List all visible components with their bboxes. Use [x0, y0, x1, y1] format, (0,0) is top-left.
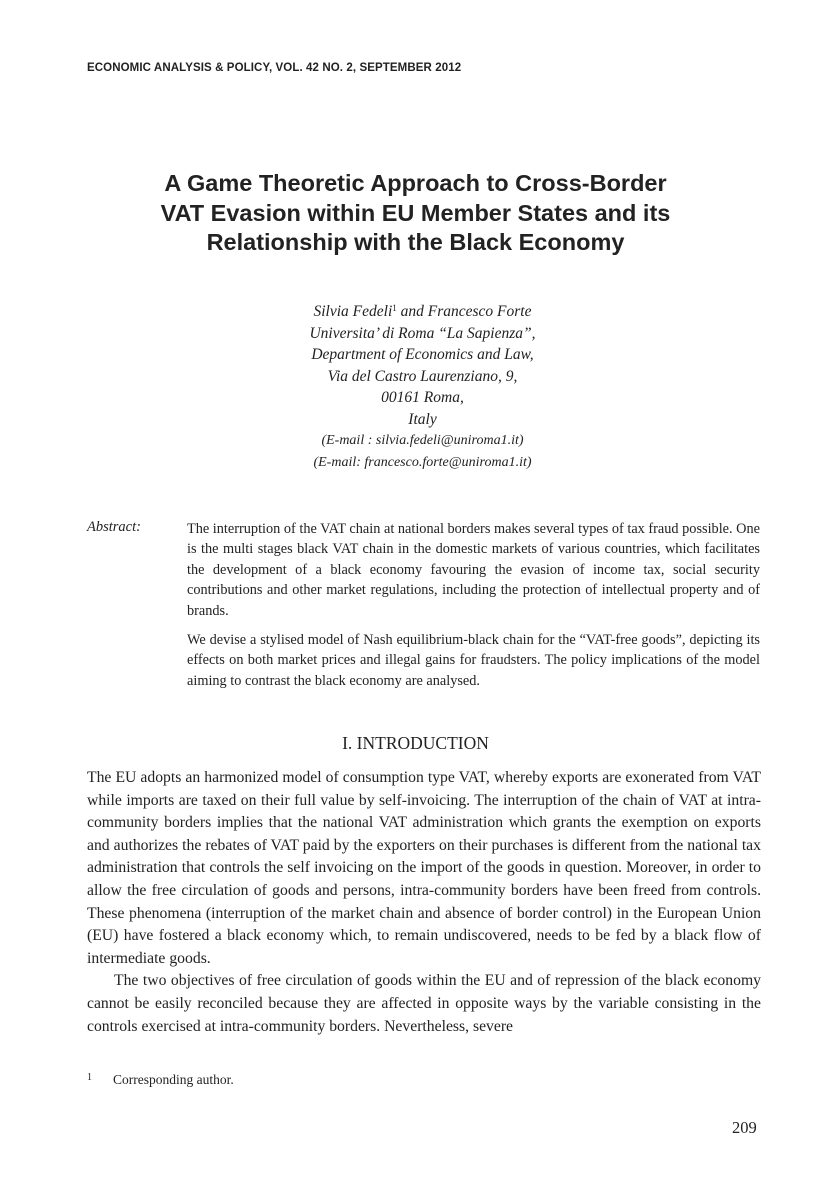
footnote-mark: 1: [87, 1072, 92, 1083]
body-paragraph: The EU adopts an harmonized model of consumption type VAT, whereby exports are exonerated from VAT while imports are taxed on their full value by self-invoicing. The interruption of the chain of VAT at intra-community borders implies that the national VAT administration which grants the exemption on exports and authorizes the rebates of VAT paid by the exporters on their purchases is different from the national tax administration that controls the self invoicing on the import of the goods in question. Moreover, in order to allow the free circulation of goods and persons, intra-community borders have been freed from controls. These phenomena (interruption of the market chain and absence of border control) in the European Union (EU) have fostered a black economy which, to remain undiscovered, needs to be fed by a black flow of intermediate goods.: [87, 769, 761, 967]
title-line: VAT Evasion within EU Member States and its: [160, 199, 671, 226]
footnote-text: Corresponding author.: [113, 1072, 234, 1087]
body-text: [87, 767, 761, 1038]
email-line: (E-mail : silvia.fedeli@uniroma1.it): [321, 433, 524, 448]
abstract-paragraph: We devise a stylised model of Nash equilibrium-black chain for the “VAT-free goods”, depicting its effects on both market prices and illegal gains for fraudsters. The policy implications of the model aiming to contrast the black economy are analysed.: [187, 632, 760, 689]
title-line: A Game Theoretic Approach to Cross-Border: [164, 170, 667, 196]
affiliation-line: Via del Castro Laurenziano, 9,: [327, 367, 518, 385]
page-number: 209: [732, 1118, 757, 1137]
section-heading: I. INTRODUCTION: [342, 733, 489, 753]
abstract-label: Abstract:: [87, 519, 141, 535]
affiliation-line: Italy: [408, 410, 437, 428]
affiliation-line: 00161 Roma,: [381, 389, 464, 406]
author-1: Silvia Fedeli: [313, 303, 393, 320]
affiliation-line: Universita’ di Roma “La Sapienza”,: [309, 324, 536, 342]
author-2: and Francesco Forte: [396, 303, 532, 320]
abstract-body: [187, 519, 760, 700]
author-names: [100, 301, 745, 323]
body-paragraph: The two objectives of free circulation of goods within the EU and of repression of the black economy cannot be easily reconciled because they are affected in opposite ways by the variable consisting in the controls exercised at intra-community borders. Nevertheless, severe: [87, 972, 761, 1035]
paper-title: [60, 169, 771, 258]
footnote: [87, 1072, 234, 1088]
title-line: Relationship with the Black Economy: [206, 229, 625, 255]
abstract-paragraph: The interruption of the VAT chain at national borders makes several types of tax fraud possible. One is the multi stages black VAT chain in the domestic markets of various countries, which facilitates the development of a black economy favouring the evasion of income tax, social security contributions and other market regulations, including the protection of intellectual property and of brands.: [187, 521, 760, 619]
author-block: [100, 301, 745, 473]
affiliation-line: Department of Economics and Law,: [311, 346, 534, 363]
running-head: ECONOMIC ANALYSIS & POLICY, VOL. 42 NO. 2, SEPTEMBER 2012: [87, 62, 462, 74]
footnote-marker: 1: [392, 303, 397, 313]
email-line: (E-mail: francesco.forte@uniroma1.it): [313, 454, 532, 470]
